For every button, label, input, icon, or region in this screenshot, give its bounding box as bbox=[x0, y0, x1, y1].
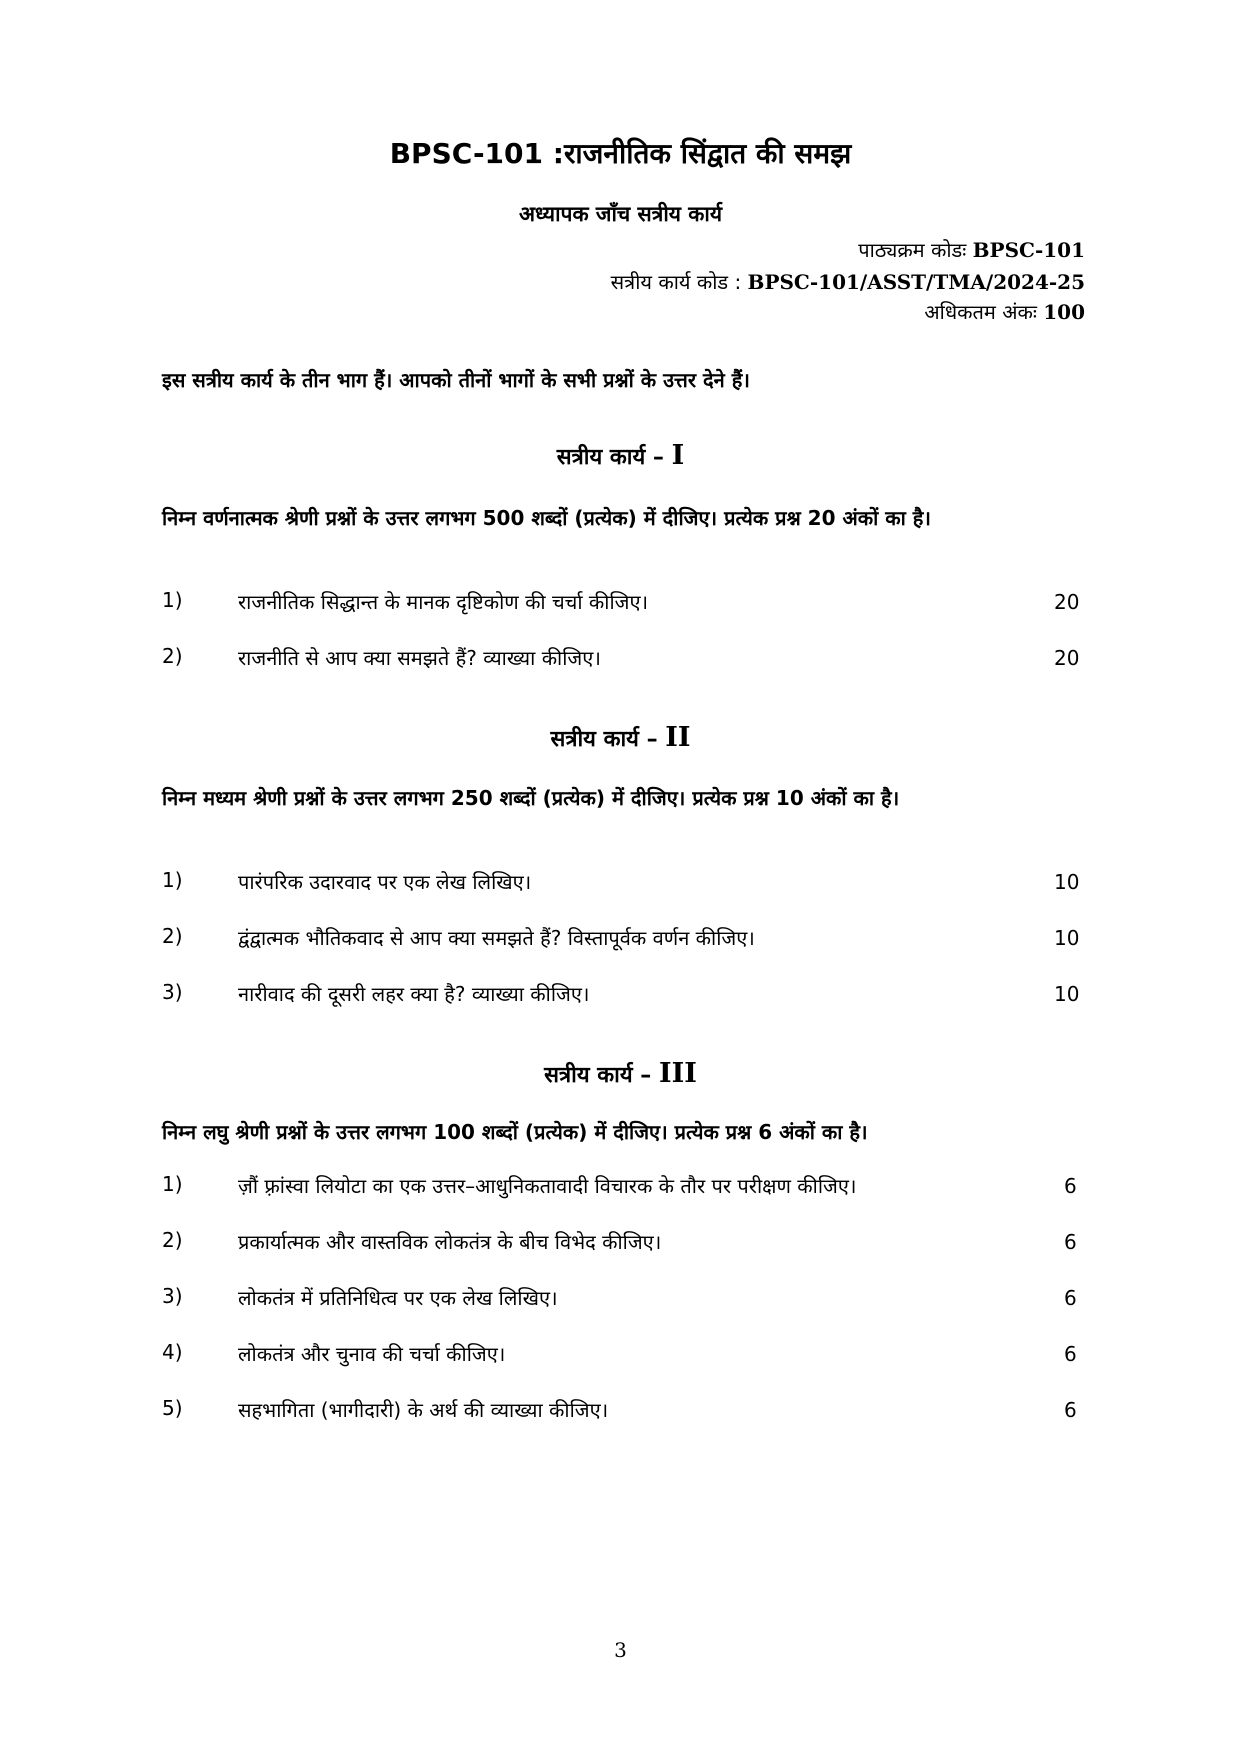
question-number: 1) bbox=[162, 588, 183, 612]
question-text: प्रकार्यात्मक और वास्तविक लोकतंत्र के बीच विभेद कीजिए। bbox=[238, 1230, 662, 1254]
question-text: पारंपरिक उदारवाद पर एक लेख लिखिए। bbox=[238, 870, 532, 894]
section-heading-label: सत्रीय कार्य – bbox=[550, 727, 658, 752]
page-number: 3 bbox=[614, 1638, 627, 1662]
max-marks-line bbox=[924, 298, 1085, 325]
max-marks-label: अधिकतम अंकः bbox=[924, 300, 1037, 324]
question-text: राजनीति से आप क्या समझते हैं? व्याख्या कीजिए। bbox=[238, 646, 601, 670]
question-number: 1) bbox=[162, 1172, 183, 1196]
question-number: 1) bbox=[162, 868, 183, 892]
section-heading-3 bbox=[0, 1058, 1241, 1089]
question-marks: 10 bbox=[1054, 926, 1080, 950]
question-marks: 20 bbox=[1054, 646, 1080, 670]
question-number: 5) bbox=[162, 1396, 183, 1420]
assignment-code-value: BPSC-101/ASST/TMA/2024-25 bbox=[747, 270, 1085, 294]
question-text: ज़ौं फ़्रांस्वा लियोटा का एक उत्तर–आधुनिकतावादी विचारक के तौर पर परीक्षण कीजिए। bbox=[238, 1174, 857, 1198]
section-roman-numeral: I bbox=[671, 440, 685, 471]
question-marks: 6 bbox=[1064, 1286, 1077, 1310]
intro-instruction: इस सत्रीय कार्य के तीन भाग हैं। आपको तीनों भागों के सभी प्रश्नों के उत्तर देने हैं। bbox=[162, 368, 750, 392]
max-marks-value: 100 bbox=[1043, 300, 1085, 324]
page-subtitle: अध्यापक जाँच सत्रीय कार्य bbox=[518, 202, 723, 226]
question-text: लोकतंत्र और चुनाव की चर्चा कीजिए। bbox=[238, 1342, 506, 1366]
page-title: BPSC-101 :राजनीतिक सिंद्वात की समझ bbox=[389, 137, 852, 170]
question-text: नारीवाद की दूसरी लहर क्या है? व्याख्या कीजिए। bbox=[238, 982, 590, 1006]
question-number: 3) bbox=[162, 980, 183, 1004]
question-number: 2) bbox=[162, 924, 183, 948]
question-marks: 6 bbox=[1064, 1342, 1077, 1366]
question-number: 4) bbox=[162, 1340, 183, 1364]
question-number: 2) bbox=[162, 644, 183, 668]
question-text: सहभागिता (भागीदारी) के अर्थ की व्याख्या कीजिए। bbox=[238, 1398, 609, 1422]
question-marks: 10 bbox=[1054, 982, 1080, 1006]
assignment-code-line bbox=[611, 268, 1085, 295]
question-number: 2) bbox=[162, 1228, 183, 1252]
section-roman-numeral: II bbox=[665, 722, 691, 753]
section-heading-label: सत्रीय कार्य – bbox=[556, 445, 664, 470]
course-code-value: BPSC-101 bbox=[972, 238, 1085, 262]
course-code-label: पाठ्यक्रम कोडः bbox=[858, 238, 967, 262]
section-instruction-1: निम्न वर्णनात्मक श्रेणी प्रश्नों के उत्तर लगभग 500 शब्दों (प्रत्येक) में दीजिए। प्रत्येक प्रश्न 20 अंकों का है। bbox=[162, 506, 931, 530]
question-marks: 6 bbox=[1064, 1230, 1077, 1254]
section-instruction-2: निम्न मध्यम श्रेणी प्रश्नों के उत्तर लगभग 250 शब्दों (प्रत्येक) में दीजिए। प्रत्येक प्रश्न 10 अंकों का है। bbox=[162, 786, 900, 810]
question-text: लोकतंत्र में प्रतिनिधित्व पर एक लेख लिखिए। bbox=[238, 1286, 558, 1310]
question-marks: 6 bbox=[1064, 1174, 1077, 1198]
course-code-line bbox=[858, 236, 1085, 263]
section-roman-numeral: III bbox=[658, 1058, 697, 1089]
section-instruction-3: निम्न लघु श्रेणी प्रश्नों के उत्तर लगभग 100 शब्दों (प्रत्येक) में दीजिए। प्रत्येक प्रश्न 6 अंकों का है। bbox=[162, 1120, 868, 1144]
question-marks: 20 bbox=[1054, 590, 1080, 614]
question-text: राजनीतिक सिद्धान्त के मानक दृष्टिकोण की चर्चा कीजिए। bbox=[238, 590, 649, 614]
section-heading-2 bbox=[0, 722, 1241, 753]
question-text: द्वंद्वात्मक भौतिकवाद से आप क्या समझते हैं? विस्तापूर्वक वर्णन कीजिए। bbox=[238, 926, 755, 950]
assignment-code-label: सत्रीय कार्य कोड : bbox=[610, 270, 742, 294]
section-heading-1 bbox=[0, 440, 1241, 471]
section-heading-label: सत्रीय कार्य – bbox=[544, 1063, 652, 1088]
question-marks: 6 bbox=[1064, 1398, 1077, 1422]
question-marks: 10 bbox=[1054, 870, 1080, 894]
question-number: 3) bbox=[162, 1284, 183, 1308]
